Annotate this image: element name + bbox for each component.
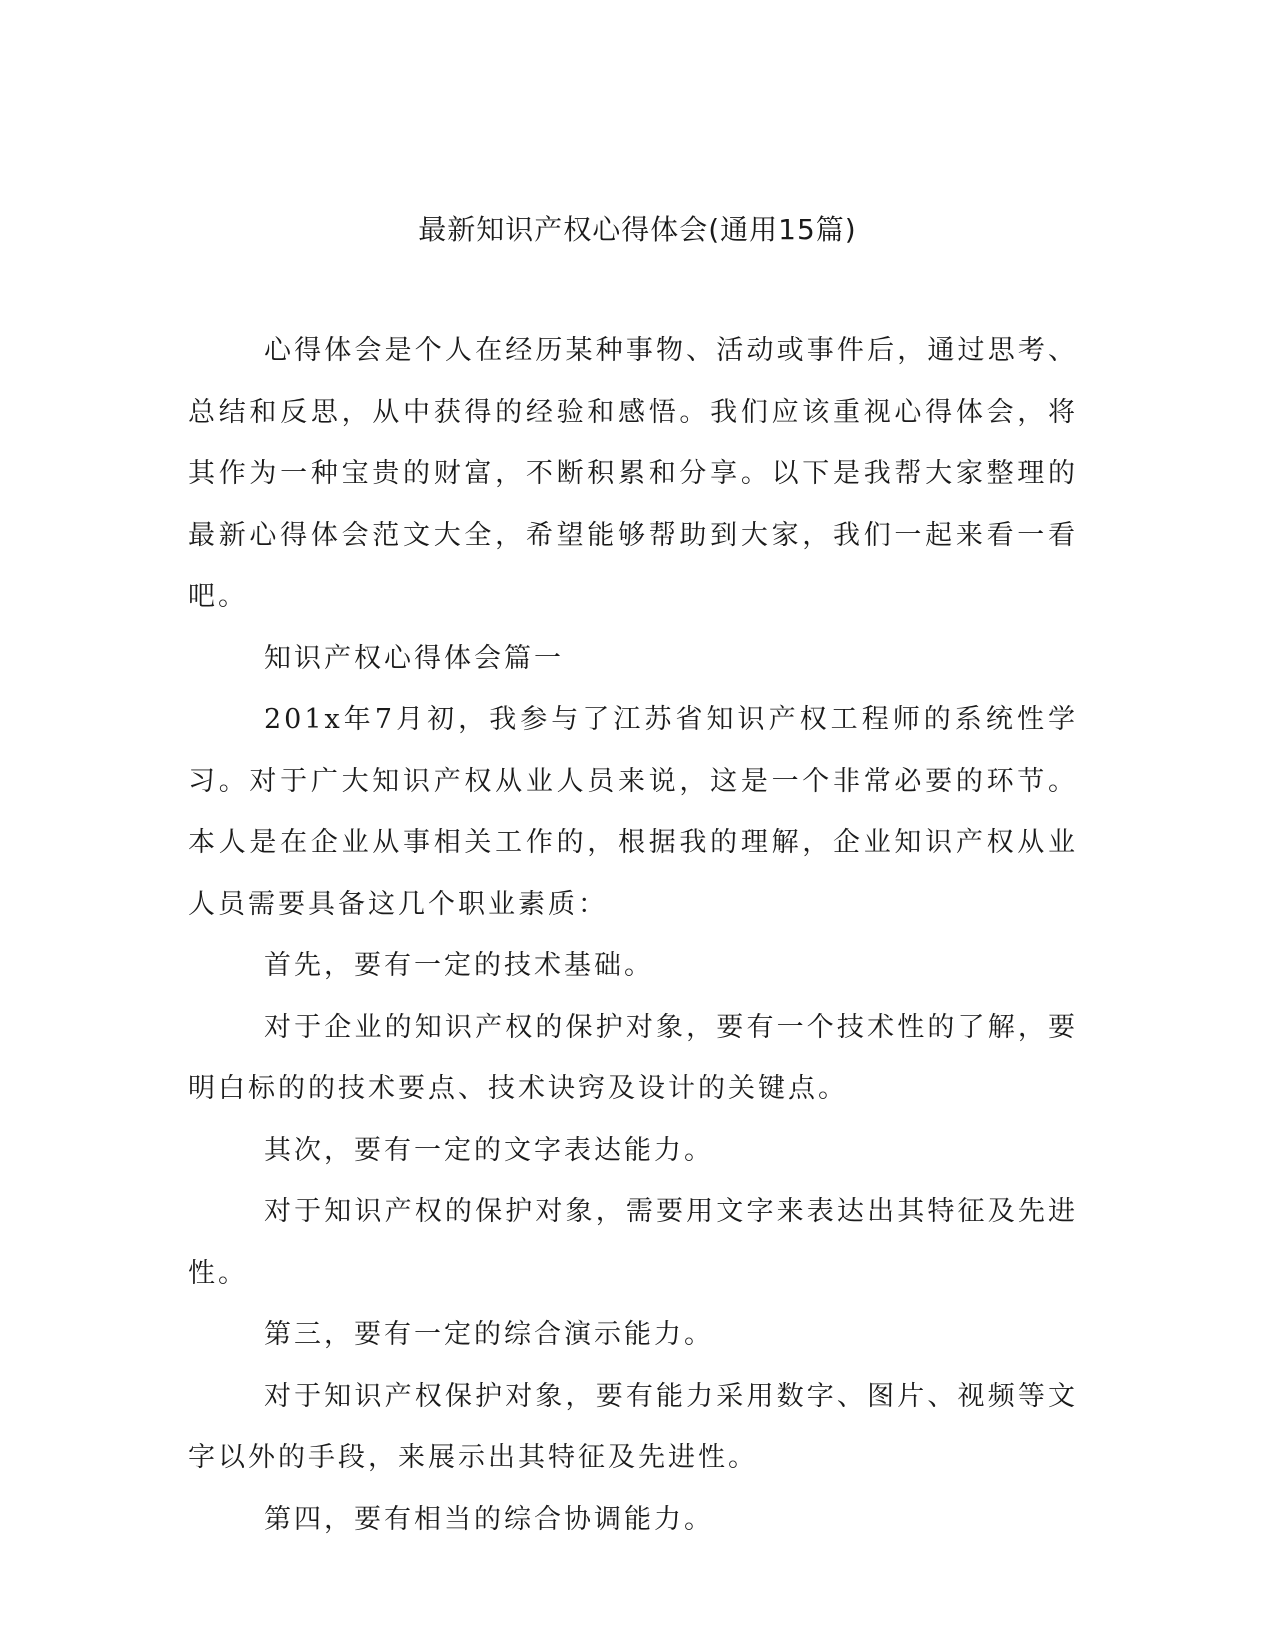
document-body <box>188 320 1078 1550</box>
body-paragraph: 首先，要有一定的技术基础。 <box>264 950 654 981</box>
body-paragraph: 其次，要有一定的文字表达能力。 <box>264 1134 714 1166</box>
body-paragraph: 对于知识产权保护对象，要有能力采用数字、图片、视频等文字以外的手段，来展示出其特征及先进性。 <box>188 1380 1078 1473</box>
body-paragraph: 对于知识产权的保护对象，需要用文字来表达出其特征及先进性。 <box>188 1196 1078 1289</box>
body-paragraph: 201x年7月初，我参与了江苏省知识产权工程师的系统性学习。对于广大知识产权从业人员来说，这是一个非常必要的环节。本人是在企业从事相关工作的，根据我的理解，企业知识产权从业人员需要具备这几个职业素质： <box>188 704 1078 920</box>
body-paragraph: 第四，要有相当的综合协调能力。 <box>264 1503 714 1535</box>
body-paragraph: 第三，要有一定的综合演示能力。 <box>264 1319 714 1350</box>
intro-paragraph: 心得体会是个人在经历某种事物、活动或事件后，通过思考、总结和反思，从中获得的经验和感悟。我们应该重视心得体会，将其作为一种宝贵的财富，不断积累和分享。以下是我帮大家整理的最新心得体会范文大全，希望能够帮助到大家，我们一起来看一看吧。 <box>188 335 1078 612</box>
body-paragraph: 对于企业的知识产权的保护对象，要有一个技术性的了解，要明白标的的技术要点、技术诀窍及设计的关键点。 <box>188 1011 1078 1104</box>
section-heading-part-one: 知识产权心得体会篇一 <box>264 642 564 674</box>
document-title: 最新知识产权心得体会(通用15篇) <box>418 213 857 246</box>
